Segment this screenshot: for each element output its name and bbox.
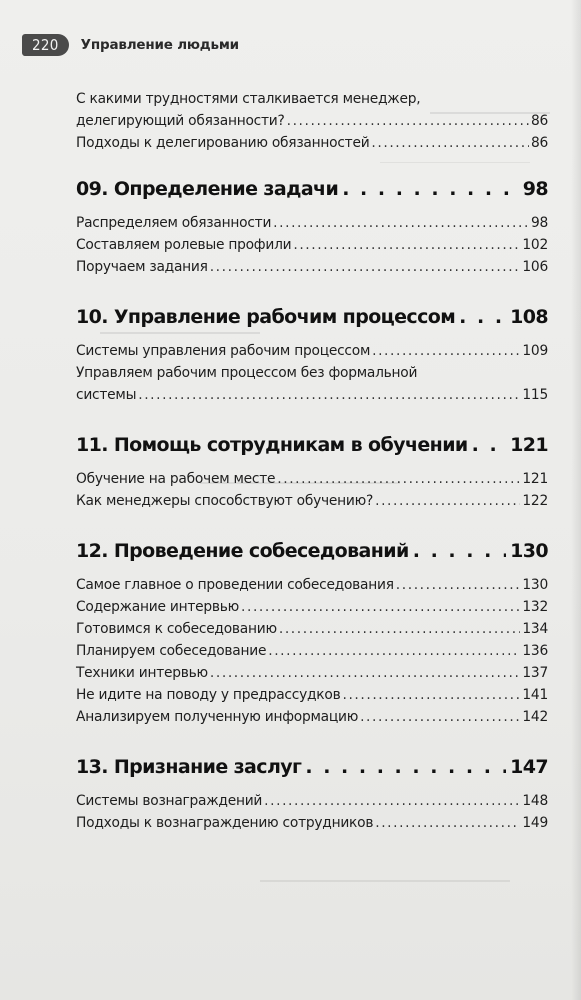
leader-dots (277, 468, 520, 490)
chapter-title: 12. Проведение собеседований (76, 540, 409, 562)
toc-entry[interactable] (76, 684, 548, 706)
toc-entry[interactable] (76, 490, 548, 512)
toc-entry[interactable] (76, 362, 548, 406)
toc-entry[interactable] (76, 212, 548, 234)
leader-dots (459, 304, 506, 330)
toc-entry[interactable] (76, 88, 548, 132)
leader-dots (273, 212, 529, 234)
toc-entry-title: Как менеджеры способствуют обучению? (76, 493, 374, 509)
toc-entry-title-line1: С какими трудностями сталкивается менеджер, (76, 91, 421, 107)
leader-dots (138, 384, 520, 406)
toc-entry[interactable] (76, 812, 548, 834)
toc-entry-title-line1: Управляем рабочим процессом без формальной (76, 365, 418, 381)
toc-entry-title: Подходы к вознаграждению сотрудников (76, 815, 374, 831)
toc-entry[interactable] (76, 640, 548, 662)
leader-dots (371, 132, 529, 154)
toc-entry[interactable] (76, 662, 548, 684)
chapter-title: 10. Управление рабочим процессом (76, 306, 456, 328)
chapter-page: 130 (510, 540, 548, 562)
chapter-heading[interactable] (76, 538, 548, 564)
leader-dots (268, 640, 520, 662)
toc-entry-title: Техники интервью (76, 665, 208, 681)
toc-entry-page: 137 (522, 665, 548, 681)
leader-dots (305, 754, 506, 780)
leader-dots (342, 684, 520, 706)
toc-entry-title: Составляем ролевые профили (76, 237, 292, 253)
running-title: Управление людьми (80, 37, 239, 53)
toc-entry[interactable] (76, 468, 548, 490)
chapter-heading[interactable] (76, 176, 548, 202)
toc-entry[interactable] (76, 706, 548, 728)
show-through-ghost (260, 860, 510, 882)
toc-entry[interactable] (76, 618, 548, 640)
chapter-title: 09. Определение задачи (76, 178, 339, 200)
leader-dots (375, 812, 520, 834)
toc-entry-title: Подходы к делегированию обязанностей (76, 135, 370, 151)
toc-entry-page: 136 (522, 643, 548, 659)
chapter-heading[interactable] (76, 304, 548, 330)
toc-entry-title: Распределяем обязанности (76, 215, 272, 231)
page-number-badge: 220 (22, 34, 69, 56)
toc-entry[interactable] (76, 574, 548, 596)
toc-entry[interactable] (76, 234, 548, 256)
chapter-title: 11. Помощь сотрудникам в обучении (76, 434, 468, 456)
toc-entry-title: Анализируем полученную информацию (76, 709, 359, 725)
toc-entry-page: 98 (530, 215, 548, 231)
chapter-page: 98 (522, 178, 548, 200)
toc-entry-title: Системы вознаграждений (76, 793, 263, 809)
table-of-contents (76, 84, 548, 834)
leader-dots (413, 538, 506, 564)
toc-entry-page: 142 (522, 709, 548, 725)
toc-entry-page: 121 (522, 471, 548, 487)
toc-entry-title: Содержание интервью (76, 599, 240, 615)
toc-entry-title: Не идите на поводу у предрассудков (76, 687, 341, 703)
toc-entry-page: 149 (522, 815, 548, 831)
leader-dots (287, 110, 529, 132)
toc-entry-title: Самое главное о проведении собеседования (76, 577, 394, 593)
leader-dots (264, 790, 520, 812)
toc-entry-page: 141 (522, 687, 548, 703)
leader-dots (472, 432, 506, 458)
toc-entry-page: 106 (522, 259, 548, 275)
toc-entry[interactable] (76, 256, 548, 278)
chapter-title: 13. Признание заслуг (76, 756, 302, 778)
toc-entry-page: 148 (522, 793, 548, 809)
toc-entry-page: 86 (530, 113, 548, 129)
toc-entry-title-line2: системы (76, 387, 137, 403)
leader-dots (375, 490, 520, 512)
chapter-heading[interactable] (76, 432, 548, 458)
chapter-heading[interactable] (76, 754, 548, 780)
leader-dots (342, 176, 519, 202)
chapter-page: 108 (510, 306, 548, 328)
toc-entry[interactable] (76, 132, 548, 154)
leader-dots (372, 340, 520, 362)
toc-entry[interactable] (76, 596, 548, 618)
leader-dots (241, 596, 520, 618)
page-header (22, 34, 239, 56)
page-edge-shadow (571, 0, 581, 1000)
toc-entry-page: 86 (530, 135, 548, 151)
toc-entry-title: Планируем собеседование (76, 643, 267, 659)
leader-dots (396, 574, 521, 596)
toc-entry-title: Обучение на рабочем месте (76, 471, 276, 487)
toc-entry-page: 132 (522, 599, 548, 615)
toc-entry-page: 134 (522, 621, 548, 637)
leader-dots (279, 618, 521, 640)
leader-dots (210, 662, 521, 684)
toc-entry[interactable] (76, 790, 548, 812)
toc-entry-page: 102 (522, 237, 548, 253)
toc-entry-title: Поручаем задания (76, 259, 208, 275)
toc-entry-page: 122 (522, 493, 548, 509)
toc-entry-page: 130 (522, 577, 548, 593)
chapter-page: 121 (510, 434, 548, 456)
toc-entry-page: 115 (522, 387, 548, 403)
leader-dots (293, 234, 520, 256)
chapter-page: 147 (510, 756, 548, 778)
toc-entry-page: 109 (522, 343, 548, 359)
toc-entry-title: Системы управления рабочим процессом (76, 343, 371, 359)
leader-dots (360, 706, 520, 728)
leader-dots (210, 256, 521, 278)
toc-entry-title-line2: делегирующий обязанности? (76, 113, 285, 129)
toc-entry[interactable] (76, 340, 548, 362)
toc-entry-title: Готовимся к собеседованию (76, 621, 277, 637)
